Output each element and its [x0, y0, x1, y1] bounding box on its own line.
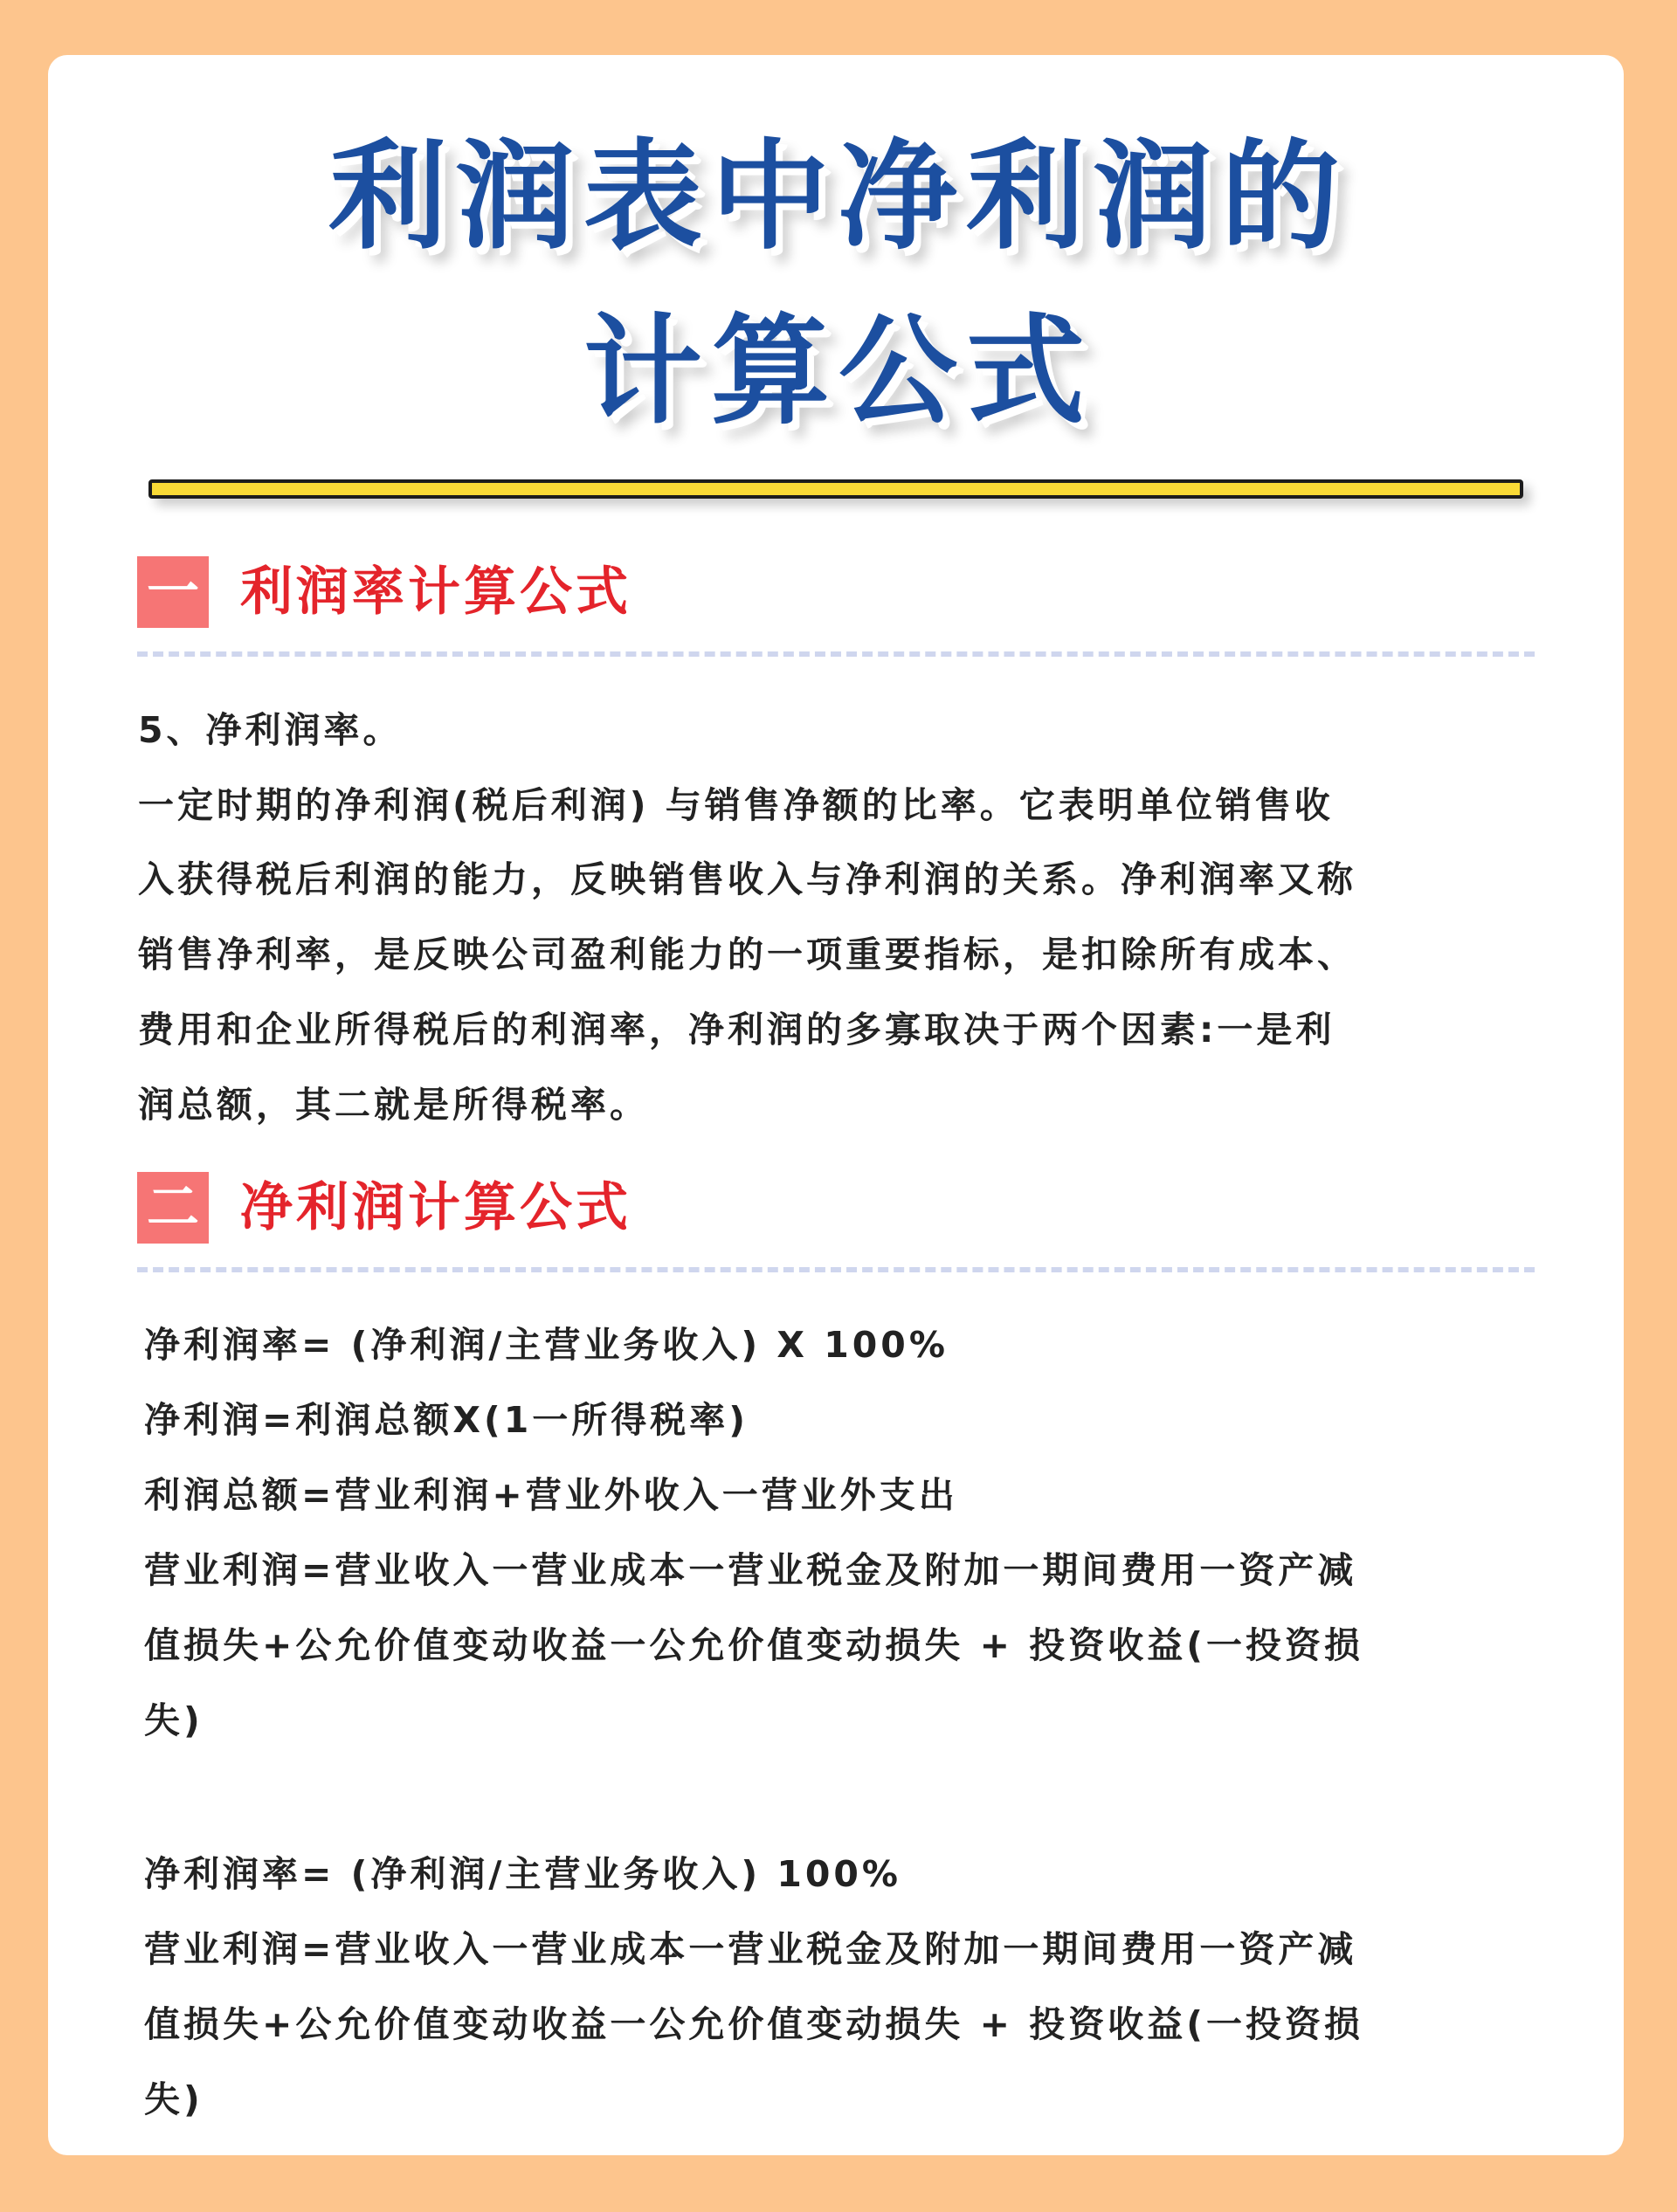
section-1-badge: 一 — [137, 556, 209, 628]
section-1-text-line: 入获得税后利润的能力，反映销售收入与净利润的关系。净利润率又称 — [138, 858, 1356, 900]
formula-line: 失) — [144, 1699, 204, 1741]
section-1-text-line: 一定时期的净利润(税后利润) 与销售净额的比率。它表明单位销售收 — [138, 784, 1334, 826]
formula-line: 营业利润=营业收入一营业成本一营业税金及附加一期间费用一资产减 — [144, 1928, 1357, 1970]
section-1-text-line: 销售净利率，是反映公司盈利能力的一项重要指标，是扣除所有成本、 — [138, 934, 1356, 975]
section-2-separator — [137, 1267, 1535, 1272]
section-1-text-line: 润总额，其二就是所得税率。 — [138, 1084, 649, 1126]
section-2-heading: 净利润计算公式 — [240, 1177, 631, 1238]
section-2-badge: 二 — [137, 1172, 209, 1244]
formula-line: 失) — [144, 2078, 204, 2120]
title-underline-bar — [148, 479, 1523, 499]
section-1-separator — [137, 651, 1535, 657]
page-title-line-2: 计算公式 — [583, 303, 1094, 441]
section-1-heading: 利润率计算公式 — [240, 562, 631, 623]
formula-line: 利润总额=营业利润+营业外收入一营业外支出 — [144, 1474, 958, 1516]
formula-line: 营业利润=营业收入一营业成本一营业税金及附加一期间费用一资产减 — [144, 1549, 1357, 1591]
formula-line: 值损失+公允价值变动收益一公允价值变动损失 + 投资收益(一投资损 — [144, 1624, 1363, 1666]
section-1-text-line: 费用和企业所得税后的利润率，净利润的多寡取决于两个因素:一是利 — [138, 1009, 1335, 1051]
formula-line: 净利润=利润总额X(1一所得税率) — [144, 1399, 749, 1441]
section-1-text-line: 5、净利润率。 — [138, 709, 403, 751]
formula-line: 值损失+公允价值变动收益一公允价值变动损失 + 投资收益(一投资损 — [144, 2003, 1363, 2045]
formula-line: 净利润率= (净利润/主营业务收入) 100% — [144, 1853, 902, 1895]
formula-line: 净利润率= (净利润/主营业务收入) X 100% — [144, 1324, 949, 1366]
page-title-line-1: 利润表中净利润的 — [328, 128, 1349, 266]
